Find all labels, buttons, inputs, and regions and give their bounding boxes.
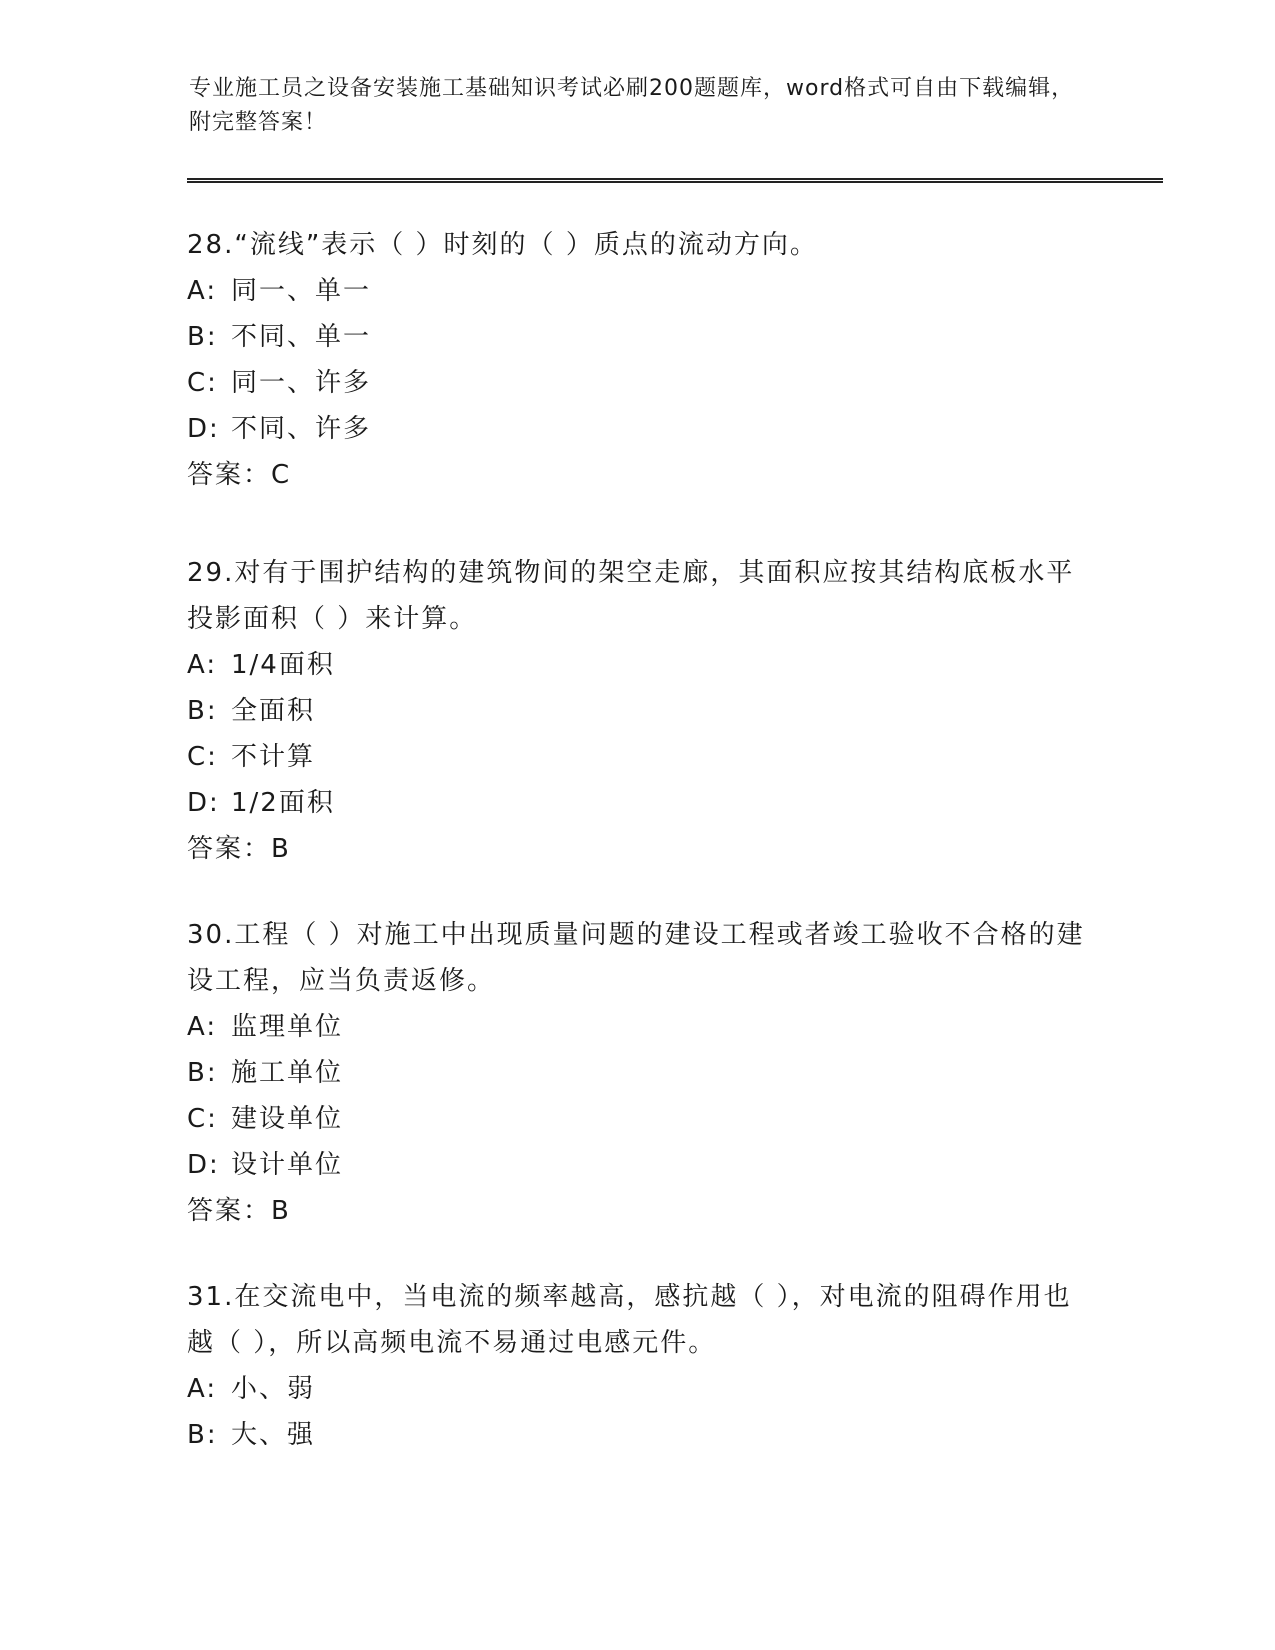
option-text: 1/4面积 bbox=[231, 650, 335, 680]
option-key: A: bbox=[187, 650, 218, 680]
option-a bbox=[187, 268, 1087, 314]
header-divider bbox=[187, 178, 1163, 183]
option-d bbox=[187, 406, 1087, 452]
answer: 答案：B bbox=[187, 834, 291, 864]
option-text: 全面积 bbox=[231, 696, 316, 726]
option-a bbox=[187, 1004, 1087, 1050]
option-key: D: bbox=[187, 1150, 220, 1180]
answer: 答案：B bbox=[187, 1196, 291, 1226]
option-b bbox=[187, 1050, 1087, 1096]
option-key: B: bbox=[187, 696, 218, 726]
option-c bbox=[187, 360, 1087, 406]
option-key: C: bbox=[187, 742, 218, 772]
question-31 bbox=[187, 1274, 1087, 1458]
option-c bbox=[187, 1096, 1087, 1142]
option-text: 施工单位 bbox=[231, 1058, 344, 1088]
question-30 bbox=[187, 912, 1087, 1234]
option-d bbox=[187, 1142, 1087, 1188]
option-key: D: bbox=[187, 788, 220, 818]
option-text: 建设单位 bbox=[231, 1104, 344, 1134]
option-key: A: bbox=[187, 1012, 218, 1042]
option-b bbox=[187, 688, 1087, 734]
option-b bbox=[187, 1412, 1087, 1458]
option-key: A: bbox=[187, 276, 218, 306]
option-text: 不计算 bbox=[231, 742, 316, 772]
option-key: B: bbox=[187, 322, 218, 352]
option-key: C: bbox=[187, 368, 218, 398]
option-a bbox=[187, 1366, 1087, 1412]
option-text: 监理单位 bbox=[231, 1012, 344, 1042]
option-a bbox=[187, 642, 1087, 688]
option-text: 设计单位 bbox=[231, 1150, 344, 1180]
option-text: 同一、许多 bbox=[231, 368, 372, 398]
option-text: 不同、单一 bbox=[231, 322, 372, 352]
option-text: 不同、许多 bbox=[231, 414, 372, 444]
option-text: 小、弱 bbox=[231, 1374, 316, 1404]
option-key: A: bbox=[187, 1374, 218, 1404]
option-b bbox=[187, 314, 1087, 360]
option-key: C: bbox=[187, 1104, 218, 1134]
option-key: D: bbox=[187, 414, 220, 444]
option-d bbox=[187, 780, 1087, 826]
option-key: B: bbox=[187, 1058, 218, 1088]
question-text: 28.“流线”表示（ ）时刻的（ ）质点的流动方向。 bbox=[187, 230, 818, 260]
question-28 bbox=[187, 222, 1087, 498]
option-c bbox=[187, 734, 1087, 780]
option-text: 1/2面积 bbox=[231, 788, 335, 818]
answer: 答案：C bbox=[187, 460, 292, 490]
question-text: 29.对有于围护结构的建筑物间的架空走廊，其面积应按其结构底板水平投影面积（ ）来计算。 bbox=[187, 558, 1075, 634]
option-text: 同一、单一 bbox=[231, 276, 372, 306]
question-text: 31.在交流电中，当电流的频率越高，感抗越（ ），对电流的阻碍作用也越（ ），所以高频电流不易通过电感元件。 bbox=[187, 1282, 1072, 1358]
question-29 bbox=[187, 550, 1087, 872]
question-text: 30.工程（ ）对施工中出现质量问题的建设工程或者竣工验收不合格的建设工程，应当负责返修。 bbox=[187, 920, 1085, 996]
document-title: 专业施工员之设备安装施工基础知识考试必刷200题题库，word格式可自由下载编辑，附完整答案！ bbox=[189, 76, 1075, 135]
option-text: 大、强 bbox=[231, 1420, 316, 1450]
option-key: B: bbox=[187, 1420, 218, 1450]
